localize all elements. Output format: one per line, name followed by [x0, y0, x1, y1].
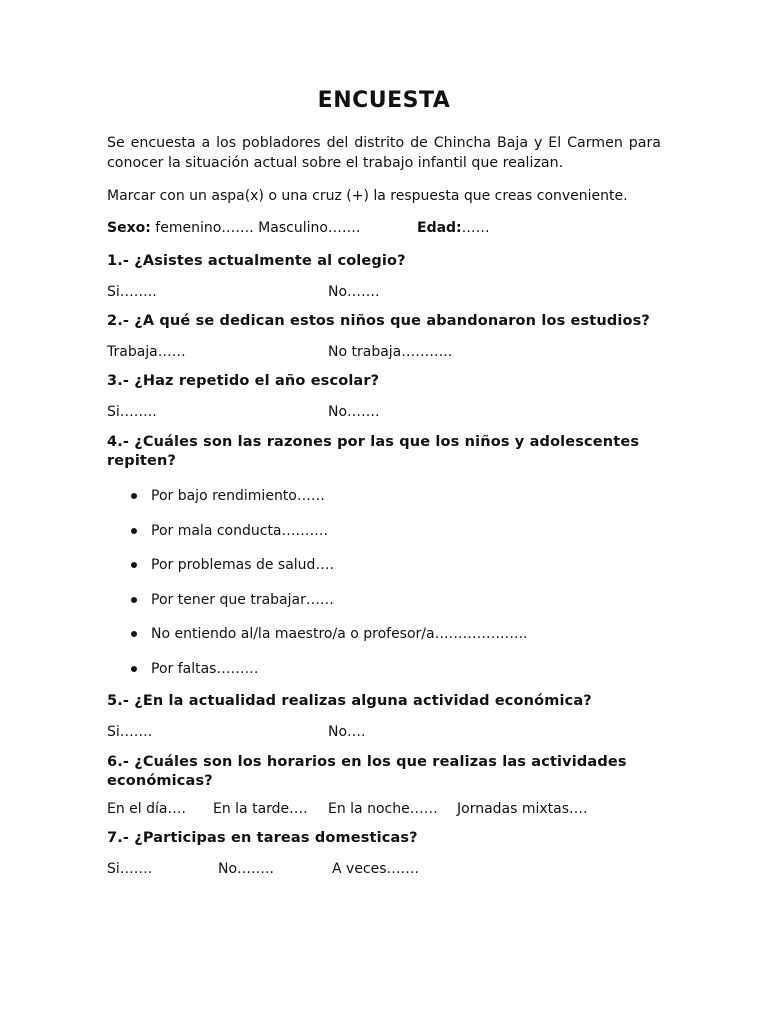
question-6: 6.- ¿Cuáles son los horarios en los que realizas las actividades económicas?	[107, 754, 627, 789]
instruction-text: Marcar con un aspa(x) o una cruz (+) la respuesta que creas conveniente.	[107, 188, 628, 204]
question-4: 4.- ¿Cuáles son las razones por las que los niños y adolescentes repiten?	[107, 434, 640, 469]
edad-blank: ……	[461, 220, 490, 236]
q7-option-a-veces: A veces…….	[332, 861, 419, 877]
bullet-icon	[131, 666, 137, 672]
intro-paragraph: Se encuesta a los pobladores del distrito de Chincha Baja y El Carmen para conocer la situación actual sobre el trabajo infantil que realizan.	[107, 135, 661, 171]
q5-option-si: Si…….	[107, 724, 153, 740]
q3-option-si: Si……..	[107, 404, 157, 420]
q6-option-noche: En la noche……	[328, 801, 438, 817]
edad-field	[417, 220, 490, 236]
q5-option-no: No….	[328, 724, 366, 740]
q1-option-no: No…….	[328, 284, 380, 300]
list-item: No entiendo al/la maestro/a o profesor/a………………..	[107, 624, 528, 659]
bullet-icon	[131, 493, 137, 499]
list-item: Por bajo rendimiento……	[107, 486, 528, 521]
page-title: ENCUESTA	[317, 88, 451, 113]
bullet-icon	[131, 631, 137, 637]
question-3: 3.- ¿Haz repetido el año escolar?	[107, 373, 380, 389]
question-1: 1.- ¿Asistes actualmente al colegio?	[107, 253, 406, 269]
list-item: Por problemas de salud….	[107, 555, 528, 590]
q7-option-si: Si…….	[107, 861, 153, 877]
q1-option-si: Si……..	[107, 284, 157, 300]
q6-option-dia: En el día….	[107, 801, 186, 817]
demographics-row	[107, 220, 360, 236]
bullet-icon	[131, 528, 137, 534]
list-item: Por faltas………	[107, 659, 528, 694]
bullet-icon	[131, 597, 137, 603]
list-item: Por mala conducta……….	[107, 521, 528, 556]
edad-label: Edad:	[417, 220, 462, 236]
q3-option-no: No…….	[328, 404, 380, 420]
question-2: 2.- ¿A qué se dedican estos niños que abandonaron los estudios?	[107, 313, 650, 329]
question-7: 7.- ¿Participas en tareas domesticas?	[107, 830, 418, 846]
question-5: 5.- ¿En la actualidad realizas alguna actividad económica?	[107, 693, 592, 709]
q4-reasons-list	[107, 486, 528, 694]
q7-option-no: No……..	[218, 861, 274, 877]
q2-option-no-trabaja: No trabaja………..	[328, 344, 453, 360]
q2-option-trabaja: Trabaja……	[107, 344, 186, 360]
q6-option-mixtas: Jornadas mixtas….	[457, 801, 588, 817]
list-item: Por tener que trabajar……	[107, 590, 528, 625]
sexo-options: femenino……. Masculino…….	[155, 220, 361, 236]
bullet-icon	[131, 562, 137, 568]
sexo-label: Sexo:	[107, 220, 151, 236]
q6-option-tarde: En la tarde….	[213, 801, 308, 817]
